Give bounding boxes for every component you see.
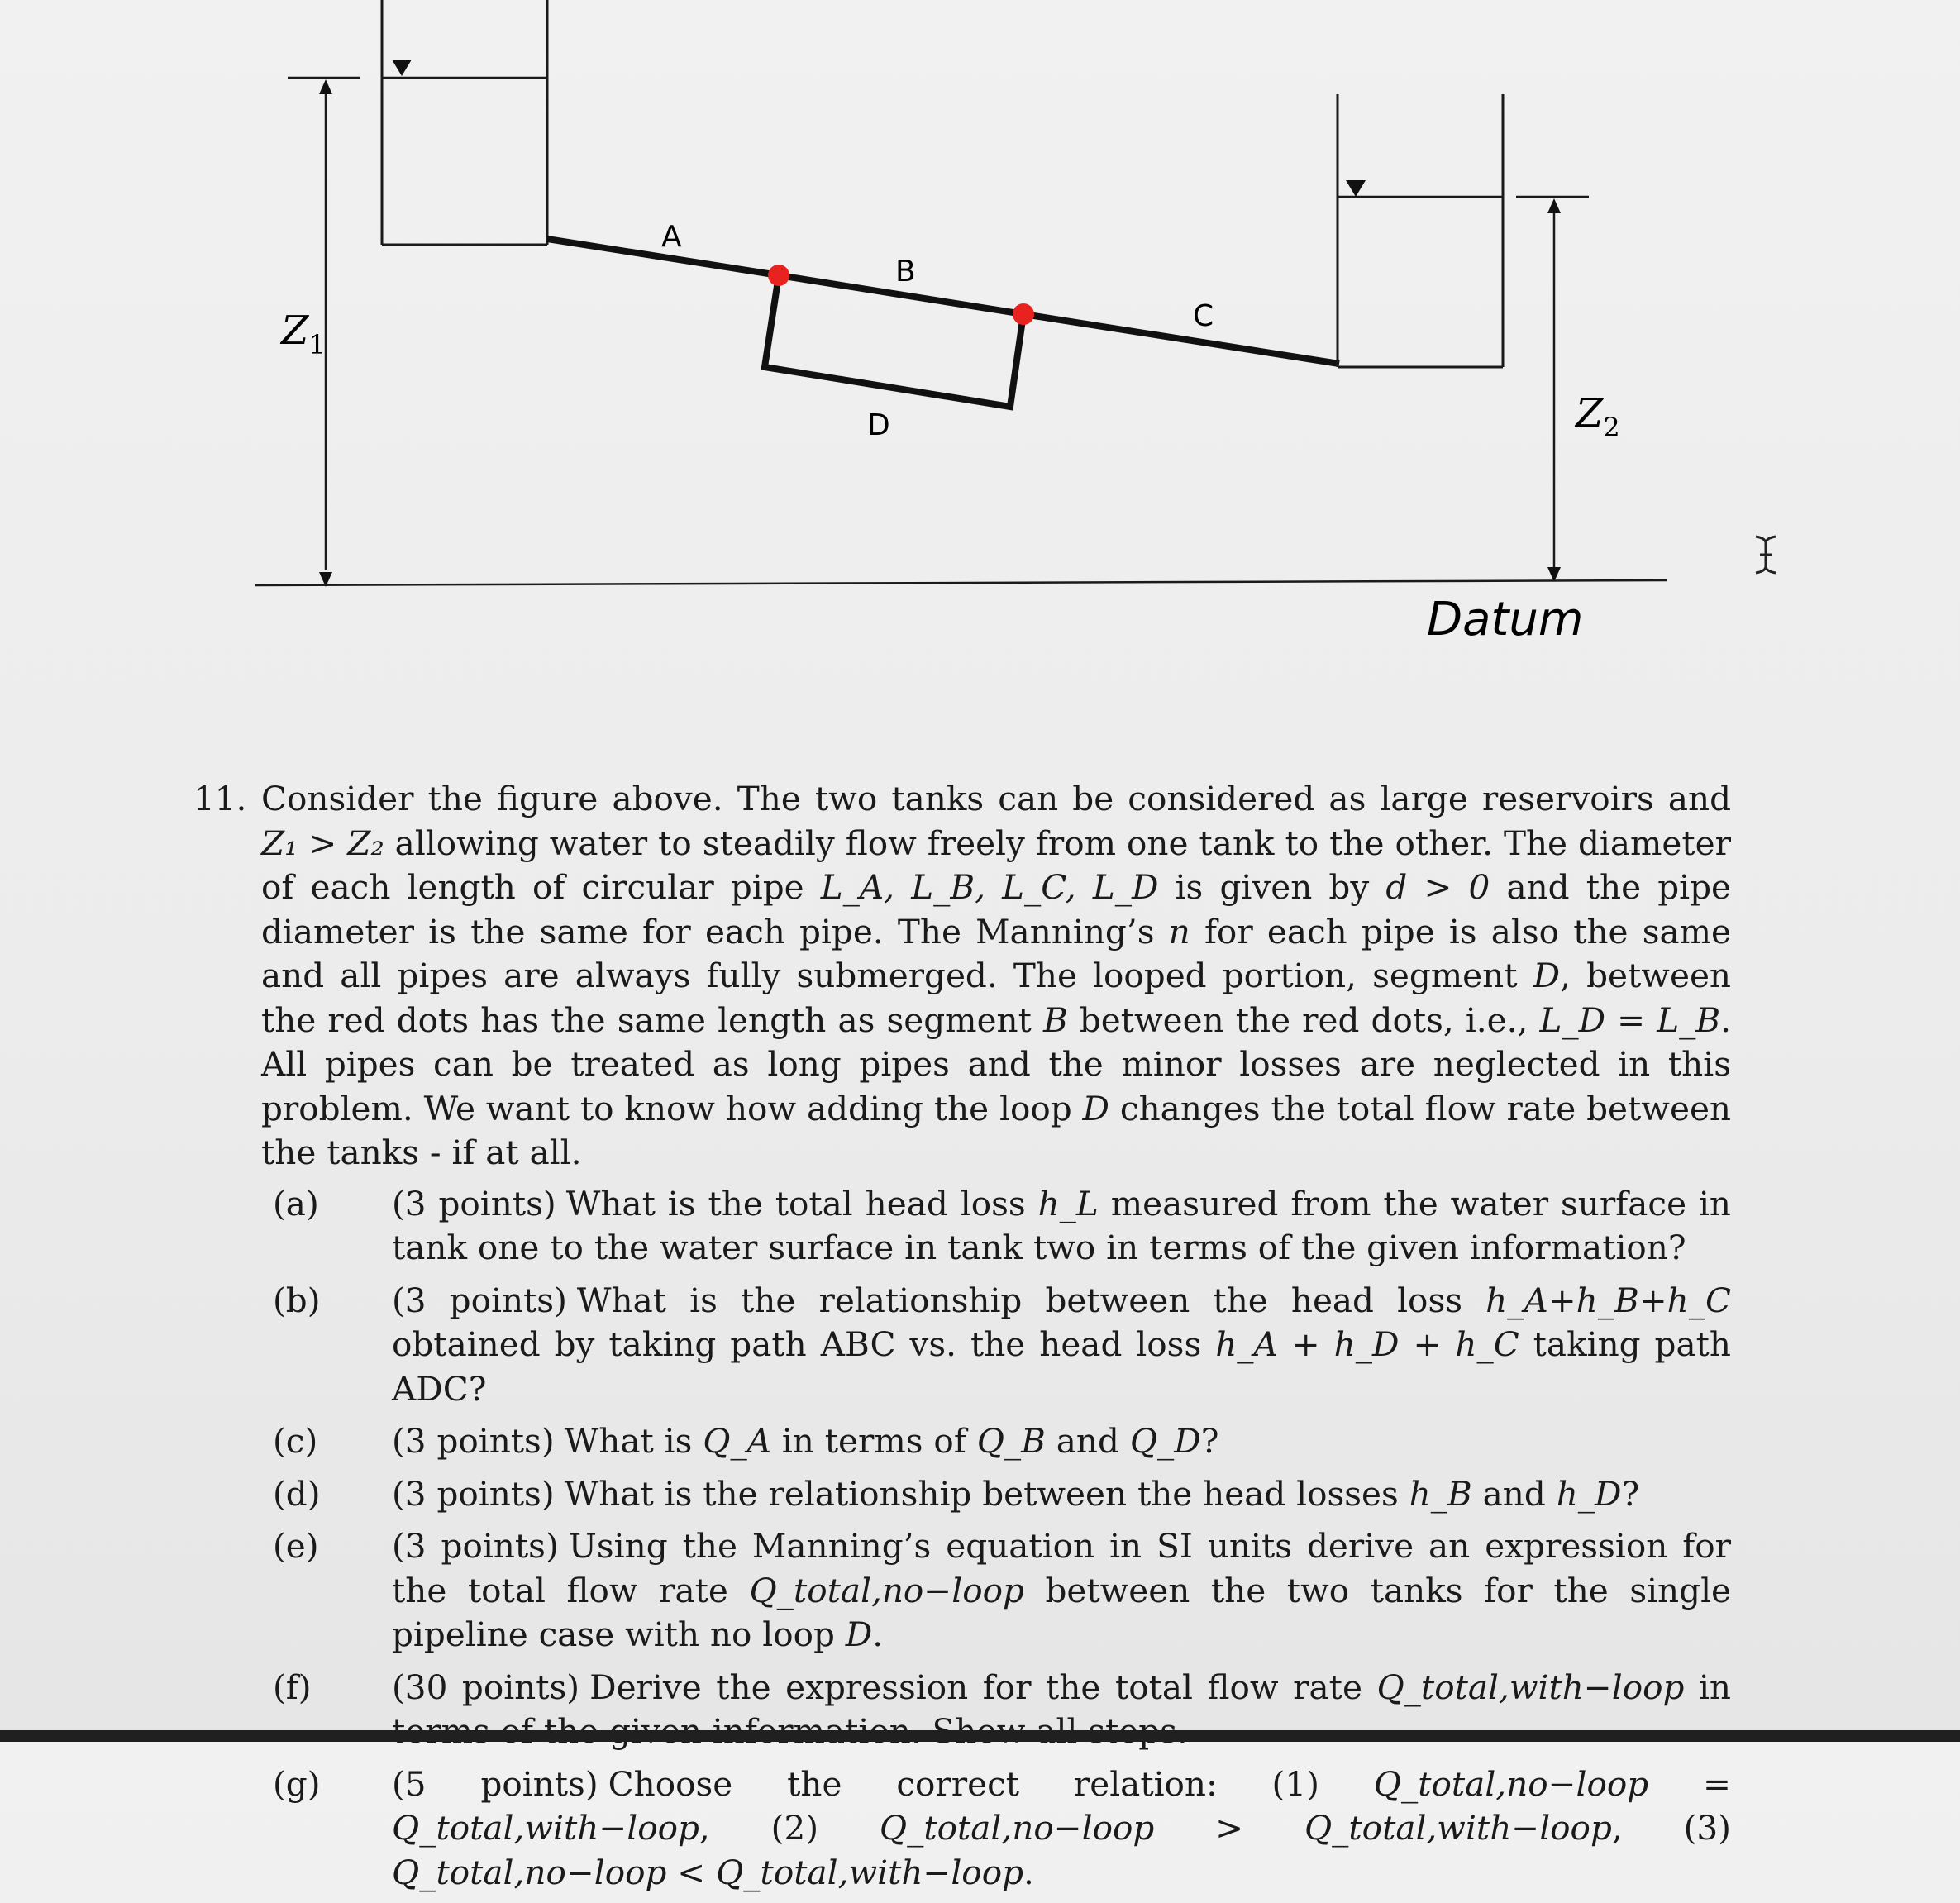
problem-parts xyxy=(193,1182,1731,1896)
intro-math: L_A, L_B, L_C, L_D xyxy=(820,867,1159,907)
part-math: h_D xyxy=(1556,1473,1622,1514)
z2-label: $Z_2$ xyxy=(1576,390,1620,443)
part-text: ? xyxy=(1621,1473,1640,1514)
part-label: (b) xyxy=(273,1280,321,1320)
pipe-main xyxy=(547,239,1339,364)
part-math: Q_total,no−loop < Q_total,with−loop xyxy=(392,1852,1024,1892)
part-math: h_B xyxy=(1409,1473,1472,1514)
intro-text: changes the total flow rate between the tanks - if at all. xyxy=(261,1088,1731,1172)
problem-number: 11. xyxy=(193,779,247,818)
part-text: , (3) xyxy=(1611,1808,1731,1848)
part-points: (3 points) xyxy=(392,1280,567,1320)
part-math: Q_A xyxy=(703,1421,771,1461)
part-text: What is the relationship between the head loss xyxy=(576,1280,1486,1320)
part-points: (3 points) xyxy=(392,1183,556,1223)
part-text: , (2) xyxy=(699,1808,880,1848)
junction-dot-left xyxy=(768,265,789,286)
intro-text: Consider the figure above. The two tanks can be considered as large reservoirs and xyxy=(261,779,1731,818)
part-d xyxy=(273,1472,1731,1517)
right-water-level-marker xyxy=(1346,180,1366,197)
intro-math: D xyxy=(1533,956,1561,995)
pipe-label-d: D xyxy=(867,408,890,442)
pipe-network-diagram xyxy=(0,0,1960,744)
part-label: (e) xyxy=(273,1526,319,1566)
part-math: Q_D xyxy=(1129,1421,1201,1461)
part-text: and xyxy=(1471,1473,1557,1514)
intro-text: , between the red dots has the same length as segment xyxy=(261,956,1731,1040)
part-g xyxy=(273,1762,1731,1896)
left-tank xyxy=(382,0,547,245)
part-math: Q_total,no−loop > Q_total,with−loop xyxy=(879,1808,1612,1848)
intro-text: for each pipe is also the same and all pipes are always fully submerged. The looped portion, segment xyxy=(261,911,1732,995)
part-text: . xyxy=(872,1614,884,1654)
part-label: (d) xyxy=(273,1473,321,1514)
intro-math: B xyxy=(1042,999,1068,1040)
part-points: (30 points) xyxy=(392,1667,580,1707)
intro-text: and the pipe diameter is the same for each pipe. The Manning’s xyxy=(261,867,1731,952)
part-text: and xyxy=(1045,1421,1130,1461)
part-text: in xyxy=(1698,1667,1731,1707)
intro-math: Z₁ > Z₂ xyxy=(261,823,384,863)
datum-line xyxy=(255,580,1667,585)
intro-text: allowing water to steadily flow freely from one tank to the other. The diameter of each length of circular pipe xyxy=(261,823,1732,907)
screen-bezel xyxy=(0,1730,1960,1742)
part-math: h_A + h_D + h_C xyxy=(1215,1324,1519,1364)
intro-math: L_D = L_B xyxy=(1539,999,1721,1040)
part-b xyxy=(273,1279,1731,1412)
part-text: What is the total head loss xyxy=(565,1183,1038,1223)
datum-label: Datum xyxy=(1427,593,1584,646)
z1-label: $Z_1$ xyxy=(281,308,326,360)
part-math: h_L xyxy=(1037,1183,1099,1223)
part-points: (3 points) xyxy=(392,1421,555,1461)
part-text: What is the relationship between the head losses xyxy=(564,1473,1409,1514)
part-text: obtained by taking path ABC vs. the head loss xyxy=(392,1324,1216,1364)
part-text: measured from the water surface in tank one to the water surface in tank two in terms of the given information? xyxy=(392,1183,1732,1267)
junction-dot-right xyxy=(1013,303,1034,325)
pipe-label-c: C xyxy=(1193,299,1214,333)
part-text: in terms of xyxy=(770,1421,977,1461)
intro-text: between the red dots, i.e., xyxy=(1067,999,1540,1040)
right-tank xyxy=(1338,94,1503,367)
intro-math: n xyxy=(1168,911,1190,952)
part-math: Q_total,no−loop = Q_total,with−loop xyxy=(392,1763,1731,1848)
intro-text: . All pipes can be treated as long pipes and the minor losses are neglected in this problem. We want to know how adding the loop xyxy=(261,999,1731,1128)
pipe-label-a: A xyxy=(661,220,682,254)
part-label: (c) xyxy=(273,1421,318,1461)
part-math: Q_total,with−loop xyxy=(1376,1667,1685,1707)
part-label: (f) xyxy=(273,1667,312,1707)
part-text: ? xyxy=(1200,1421,1219,1461)
text-cursor-icon xyxy=(1751,533,1781,576)
part-text: . xyxy=(1023,1852,1034,1892)
pipe-label-b: B xyxy=(895,255,916,289)
z1-arrow-up-icon xyxy=(319,79,332,94)
part-a xyxy=(273,1182,1731,1271)
part-c xyxy=(273,1419,1731,1464)
z2-arrow-up-icon xyxy=(1547,198,1561,213)
part-label: (a) xyxy=(273,1183,319,1223)
left-water-level-marker xyxy=(392,60,412,76)
part-text: Choose the correct relation: (1) xyxy=(608,1763,1374,1804)
part-points: (5 points) xyxy=(392,1763,598,1804)
part-text: What is xyxy=(564,1421,703,1461)
part-math: h_A+h_B+h_C xyxy=(1485,1280,1731,1320)
intro-math: D xyxy=(1082,1088,1110,1128)
part-text: taking path ADC? xyxy=(392,1324,1731,1409)
part-e xyxy=(273,1524,1731,1657)
intro-text: is given by xyxy=(1158,867,1386,907)
part-math: D xyxy=(845,1614,873,1654)
part-math: Q_total,no−loop xyxy=(749,1570,1024,1610)
part-text: between the two tanks for the single pipeline case with no loop xyxy=(392,1570,1731,1654)
pipe-c xyxy=(1023,314,1339,364)
problem-intro xyxy=(261,777,1731,1176)
part-math: Q_B xyxy=(976,1421,1046,1461)
part-label: (g) xyxy=(273,1763,321,1804)
part-text: Using the Manning’s equation in SI units derive an expression for the total flow rate xyxy=(392,1526,1731,1610)
part-points: (3 points) xyxy=(392,1473,555,1514)
z2-dimension xyxy=(1516,197,1589,567)
part-points: (3 points) xyxy=(392,1526,559,1566)
intro-math: d > 0 xyxy=(1385,867,1490,907)
part-text: Derive the expression for the total flow rate xyxy=(589,1667,1377,1707)
